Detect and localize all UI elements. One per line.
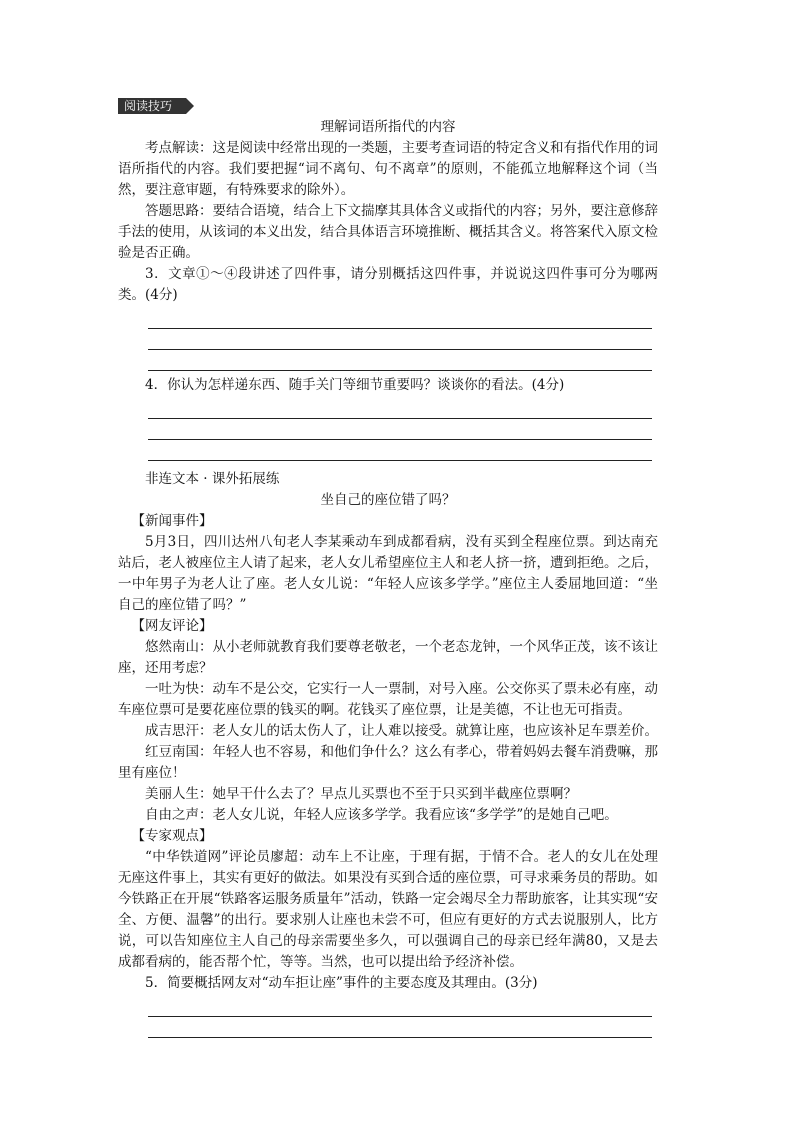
reading-skill-tag: 阅读技巧 bbox=[118, 98, 186, 114]
skill-title: 理解词语所指代的内容 bbox=[320, 119, 456, 135]
comments-heading: 【网友评论】 bbox=[131, 618, 213, 634]
answer-line[interactable] bbox=[148, 329, 652, 350]
comment-item: 一吐为快：动车不是公交，它实行一人一票制，对号入座。公交你买了票未必有座，动车座位票可是要花座位票的钱买的啊。花钱买了座位票，让是美德，不让也无可指责。 bbox=[118, 681, 658, 718]
answer-line[interactable] bbox=[148, 1017, 652, 1038]
comment-item: 成吉思汗：老人女儿的话太伤人了，让人难以接受。就算让座，也应该补足车票差价。 bbox=[145, 723, 658, 739]
answer-line[interactable] bbox=[148, 996, 652, 1017]
expert-heading: 【专家观点】 bbox=[131, 828, 213, 844]
answer-line[interactable] bbox=[148, 419, 652, 440]
news-heading: 【新闻事件】 bbox=[131, 513, 213, 529]
answer-line[interactable] bbox=[148, 308, 652, 329]
question-4-answer-area[interactable] bbox=[118, 398, 658, 461]
article-title: 坐自己的座位错了吗？ bbox=[320, 492, 456, 508]
comment-item: 悠然南山：从小老师就教育我们要尊老敬老，一个老态龙钟，一个风华正茂，该不该让座，还用考虑？ bbox=[118, 639, 658, 676]
comment-item: 自由之声：老人女儿说，年轻人应该多学学。我看应该“多学学”的是她自己吧。 bbox=[145, 807, 618, 823]
worksheet-page bbox=[118, 96, 658, 1040]
question-3: 3．文章①～④段讲述了四件事，请分别概括这四件事，并说说这四件事可分为哪两类。(4分) bbox=[118, 266, 658, 303]
comment-item: 红豆南国：年轻人也不容易，和他们争什么？这么有孝心，带着妈妈去餐车消费嘛，那里有座位！ bbox=[118, 744, 658, 781]
answer-line[interactable] bbox=[148, 350, 652, 371]
question-5-answer-area[interactable] bbox=[118, 996, 658, 1038]
question-3-answer-area[interactable] bbox=[118, 308, 658, 371]
news-paragraph: 5月3日，四川达州八旬老人李某乘动车到成都看病，没有买到全程座位票。到达南充站后，老人被座位主人请了起来，老人女儿希望座位主人和老人挤一挤，遭到拒绝。之后，一中年男子为老人让了座。老人女儿说：“年轻人应该多学学。”座位主人委屈地回道：“坐自己的座位错了吗？” bbox=[118, 534, 658, 613]
skill-approach-paragraph: 答题思路：要结合语境，结合上下文揣摩其具体含义或指代的内容；另外，要注意修辞手法的使用，从该词的本义出发，结合具体语言环境推断、概括其含义。将答案代入原文检验是否正确。 bbox=[118, 203, 658, 261]
expert-paragraph: “中华铁道网”评论员廖超：动车上不让座，于理有据，于情不合。老人的女儿在处理无座这件事上，其实有更好的做法。如果没有买到合适的座位票，可寻求乘务员的帮助。如今铁路正在开展“铁路客运服务质量年”活动，铁路一定会竭尽全力帮助旅客，让其实现“安全、方便、温馨”的出行。要求别人让座也未尝不可，但应有更好的方式去说服别人，比方说，可以告知座位主人自己的母亲需要坐多久，可以强调自己的母亲已经年满80，又是去成都看病的，能否帮个忙，等等。当然，也可以提出给予经济补偿。 bbox=[118, 849, 658, 970]
comment-item: 美丽人生：她早干什么去了？早点儿买票也不至于只买到半截座位票啊？ bbox=[145, 786, 577, 802]
answer-line[interactable] bbox=[148, 398, 652, 419]
skill-point-paragraph: 考点解读：这是阅读中经常出现的一类题，主要考查词语的特定含义和有指代作用的词语所指代的内容。我们要把握“词不离句、句不离章”的原则，不能孤立地解释这个词（当然，要注意审题，有特殊要求的除外）。 bbox=[118, 140, 658, 198]
answer-line[interactable] bbox=[148, 440, 652, 461]
question-5: 5．简要概括网友对“动车拒让座”事件的主要态度及其理由。(3分) bbox=[145, 975, 538, 991]
section-heading: 非连文本 · 课外拓展练 bbox=[145, 471, 280, 487]
question-4: 4．你认为怎样递东西、随手关门等细节重要吗？谈谈你的看法。(4分) bbox=[145, 377, 565, 393]
